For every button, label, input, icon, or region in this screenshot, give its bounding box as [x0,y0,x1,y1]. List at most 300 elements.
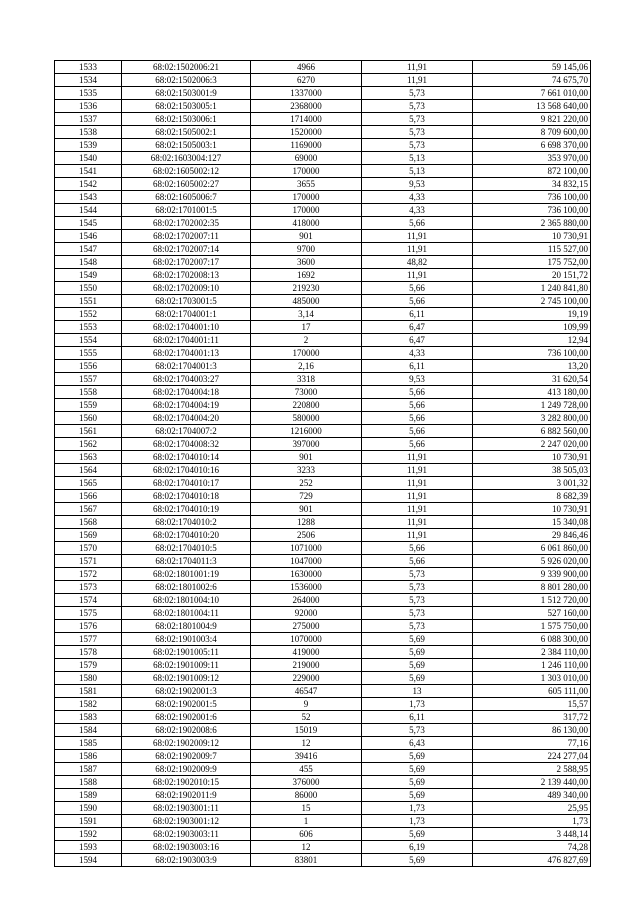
cadastral-value-cell: 6 088 300,00 [473,633,591,646]
rate-cell: 6,11 [362,308,473,321]
area-cell: 39416 [251,750,362,763]
rate-cell: 13 [362,685,473,698]
cadastral-value-cell: 8 801 280,00 [473,581,591,594]
area-cell: 12 [251,841,362,854]
cadastral-number-cell: 68:02:1704010:18 [122,490,251,503]
rate-cell: 5,66 [362,425,473,438]
row-number-cell: 1553 [55,321,122,334]
cadastral-value-cell: 6 882 560,00 [473,425,591,438]
table-row [55,100,591,113]
area-cell: 9 [251,698,362,711]
cadastral-number-cell: 68:02:1801001:19 [122,568,251,581]
row-number-cell: 1549 [55,269,122,282]
rate-cell: 5,69 [362,776,473,789]
area-cell: 901 [251,230,362,243]
table-row [55,217,591,230]
rate-cell: 1,73 [362,698,473,711]
row-number-cell: 1584 [55,724,122,737]
table-row [55,256,591,269]
table-row [55,425,591,438]
cadastral-number-cell: 68:02:1902001:3 [122,685,251,698]
cadastral-value-cell: 25,95 [473,802,591,815]
table-row [55,503,591,516]
rate-cell: 5,66 [362,217,473,230]
area-cell: 17 [251,321,362,334]
cadastral-number-cell: 68:02:1903003:9 [122,854,251,867]
cadastral-value-cell: 736 100,00 [473,191,591,204]
cadastral-value-cell: 5 926 020,00 [473,555,591,568]
cadastral-value-cell: 9 821 220,00 [473,113,591,126]
cadastral-number-cell: 68:02:1901005:11 [122,646,251,659]
area-cell: 1071000 [251,542,362,555]
row-number-cell: 1580 [55,672,122,685]
table-row [55,490,591,503]
table-row [55,87,591,100]
row-number-cell: 1567 [55,503,122,516]
row-number-cell: 1562 [55,438,122,451]
rate-cell: 6,47 [362,334,473,347]
table-row [55,594,591,607]
cadastral-number-cell: 68:02:1801004:9 [122,620,251,633]
area-cell: 229000 [251,672,362,685]
area-cell: 376000 [251,776,362,789]
area-cell: 2 [251,334,362,347]
area-cell: 264000 [251,594,362,607]
row-number-cell: 1576 [55,620,122,633]
cadastral-number-cell: 68:02:1801004:11 [122,607,251,620]
cadastral-number-cell: 68:02:1505002:1 [122,126,251,139]
cadastral-number-cell: 68:02:1702007:11 [122,230,251,243]
area-cell: 3600 [251,256,362,269]
area-cell: 170000 [251,347,362,360]
area-cell: 69000 [251,152,362,165]
cadastral-number-cell: 68:02:1901009:11 [122,659,251,672]
row-number-cell: 1541 [55,165,122,178]
area-cell: 15019 [251,724,362,737]
area-cell: 485000 [251,295,362,308]
table-row [55,152,591,165]
cadastral-value-cell: 489 340,00 [473,789,591,802]
area-cell: 219000 [251,659,362,672]
row-number-cell: 1589 [55,789,122,802]
row-number-cell: 1592 [55,828,122,841]
table-row [55,451,591,464]
rate-cell: 1,73 [362,802,473,815]
table-row [55,568,591,581]
cadastral-value-cell: 3 448,14 [473,828,591,841]
rate-cell: 11,91 [362,529,473,542]
cadastral-number-cell: 68:02:1903003:11 [122,828,251,841]
cadastral-number-cell: 68:02:1902001:6 [122,711,251,724]
row-number-cell: 1539 [55,139,122,152]
cadastral-value-cell: 10 730,91 [473,230,591,243]
table-row [55,74,591,87]
cadastral-number-cell: 68:02:1701001:5 [122,204,251,217]
table-row [55,464,591,477]
row-number-cell: 1578 [55,646,122,659]
cadastral-number-cell: 68:02:1605002:27 [122,178,251,191]
cadastral-number-cell: 68:02:1502006:21 [122,61,251,74]
table-body [55,61,591,867]
rate-cell: 11,91 [362,243,473,256]
cadastral-number-cell: 68:02:1902009:7 [122,750,251,763]
rate-cell: 11,91 [362,516,473,529]
cadastral-value-cell: 224 277,04 [473,750,591,763]
rate-cell: 5,69 [362,828,473,841]
row-number-cell: 1555 [55,347,122,360]
rate-cell: 11,91 [362,451,473,464]
rate-cell: 5,69 [362,750,473,763]
row-number-cell: 1560 [55,412,122,425]
cadastral-value-cell: 6 698 370,00 [473,139,591,152]
cadastral-value-cell: 13,20 [473,360,591,373]
area-cell: 3,14 [251,308,362,321]
rate-cell: 5,69 [362,659,473,672]
row-number-cell: 1593 [55,841,122,854]
area-cell: 170000 [251,204,362,217]
row-number-cell: 1544 [55,204,122,217]
row-number-cell: 1552 [55,308,122,321]
table-row [55,438,591,451]
cadastral-value-cell: 605 111,00 [473,685,591,698]
table-row [55,347,591,360]
row-number-cell: 1554 [55,334,122,347]
cadastral-value-cell: 3 001,32 [473,477,591,490]
cadastral-number-cell: 68:02:1704001:1 [122,308,251,321]
row-number-cell: 1594 [55,854,122,867]
cadastral-value-cell: 476 827,69 [473,854,591,867]
table-row [55,191,591,204]
cadastral-number-cell: 68:02:1704001:13 [122,347,251,360]
cadastral-number-cell: 68:02:1704004:20 [122,412,251,425]
cadastral-value-cell: 2 745 100,00 [473,295,591,308]
table-row [55,243,591,256]
row-number-cell: 1583 [55,711,122,724]
cadastral-number-cell: 68:02:1902009:12 [122,737,251,750]
cadastral-number-cell: 68:02:1605006:7 [122,191,251,204]
area-cell: 1536000 [251,581,362,594]
table-row [55,685,591,698]
table-row [55,659,591,672]
rate-cell: 5,69 [362,854,473,867]
area-cell: 15 [251,802,362,815]
row-number-cell: 1543 [55,191,122,204]
area-cell: 252 [251,477,362,490]
row-number-cell: 1542 [55,178,122,191]
cadastral-value-cell: 3 282 800,00 [473,412,591,425]
table-row [55,737,591,750]
row-number-cell: 1534 [55,74,122,87]
row-number-cell: 1579 [55,659,122,672]
row-number-cell: 1537 [55,113,122,126]
row-number-cell: 1545 [55,217,122,230]
table-row [55,113,591,126]
rate-cell: 5,69 [362,763,473,776]
rate-cell: 5,69 [362,646,473,659]
table-row [55,555,591,568]
area-cell: 73000 [251,386,362,399]
cadastral-number-cell: 68:02:1704001:10 [122,321,251,334]
cadastral-number-cell: 68:02:1502006:3 [122,74,251,87]
table-row [55,516,591,529]
row-number-cell: 1540 [55,152,122,165]
area-cell: 455 [251,763,362,776]
table-row [55,711,591,724]
cadastral-value-cell: 1 240 841,80 [473,282,591,295]
rate-cell: 5,13 [362,152,473,165]
cadastral-value-cell: 353 970,00 [473,152,591,165]
cadastral-value-cell: 77,16 [473,737,591,750]
cadastral-value-cell: 9 339 900,00 [473,568,591,581]
cadastral-value-cell: 1 512 720,00 [473,594,591,607]
cadastral-value-cell: 15 340,08 [473,516,591,529]
row-number-cell: 1591 [55,815,122,828]
table-row [55,815,591,828]
area-cell: 901 [251,451,362,464]
table-row [55,269,591,282]
area-cell: 2,16 [251,360,362,373]
table-row [55,828,591,841]
row-number-cell: 1582 [55,698,122,711]
cadastral-number-cell: 68:02:1902001:5 [122,698,251,711]
area-cell: 2368000 [251,100,362,113]
rate-cell: 5,69 [362,789,473,802]
cadastral-value-cell: 74 675,70 [473,74,591,87]
area-cell: 46547 [251,685,362,698]
rate-cell: 5,73 [362,100,473,113]
cadastral-value-cell: 115 527,00 [473,243,591,256]
rate-cell: 6,11 [362,711,473,724]
cadastral-number-cell: 68:02:1901009:12 [122,672,251,685]
row-number-cell: 1563 [55,451,122,464]
cadastral-number-cell: 68:02:1801004:10 [122,594,251,607]
rate-cell: 5,66 [362,438,473,451]
cadastral-number-cell: 68:02:1704010:19 [122,503,251,516]
row-number-cell: 1538 [55,126,122,139]
table-row [55,399,591,412]
area-cell: 219230 [251,282,362,295]
rate-cell: 6,11 [362,360,473,373]
rate-cell: 5,73 [362,113,473,126]
cadastral-value-cell: 7 661 010,00 [473,87,591,100]
table-row [55,139,591,152]
cadastral-value-cell: 1 575 750,00 [473,620,591,633]
area-cell: 580000 [251,412,362,425]
area-cell: 1216000 [251,425,362,438]
cadastral-value-cell: 872 100,00 [473,165,591,178]
rate-cell: 5,69 [362,633,473,646]
cadastral-number-cell: 68:02:1903001:11 [122,802,251,815]
rate-cell: 5,73 [362,620,473,633]
row-number-cell: 1577 [55,633,122,646]
cadastral-value-cell: 2 365 880,00 [473,217,591,230]
table-row [55,542,591,555]
cadastral-number-cell: 68:02:1702009:10 [122,282,251,295]
cadastral-number-cell: 68:02:1704003:27 [122,373,251,386]
table-row [55,854,591,867]
rate-cell: 5,73 [362,724,473,737]
area-cell: 901 [251,503,362,516]
cadastral-value-cell: 86 130,00 [473,724,591,737]
cadastral-value-cell: 10 730,91 [473,451,591,464]
row-number-cell: 1536 [55,100,122,113]
table-row [55,204,591,217]
cadastral-number-cell: 68:02:1702002:35 [122,217,251,230]
area-cell: 3318 [251,373,362,386]
row-number-cell: 1548 [55,256,122,269]
area-cell: 1692 [251,269,362,282]
cadastral-number-cell: 68:02:1704010:2 [122,516,251,529]
cadastral-value-cell: 1 303 010,00 [473,672,591,685]
table-row [55,698,591,711]
cadastral-value-cell: 38 505,03 [473,464,591,477]
cadastral-value-cell: 1,73 [473,815,591,828]
cadastral-number-cell: 68:02:1503006:1 [122,113,251,126]
rate-cell: 5,66 [362,295,473,308]
cadastral-number-cell: 68:02:1903001:12 [122,815,251,828]
cadastral-value-cell: 13 568 640,00 [473,100,591,113]
row-number-cell: 1551 [55,295,122,308]
cadastral-number-cell: 68:02:1901003:4 [122,633,251,646]
rate-cell: 4,33 [362,191,473,204]
area-cell: 1520000 [251,126,362,139]
area-cell: 1047000 [251,555,362,568]
cadastral-number-cell: 68:02:1903003:16 [122,841,251,854]
area-cell: 9700 [251,243,362,256]
rate-cell: 1,73 [362,815,473,828]
row-number-cell: 1556 [55,360,122,373]
rate-cell: 11,91 [362,477,473,490]
area-cell: 86000 [251,789,362,802]
area-cell: 220800 [251,399,362,412]
row-number-cell: 1572 [55,568,122,581]
area-cell: 4966 [251,61,362,74]
cadastral-number-cell: 68:02:1704004:19 [122,399,251,412]
table-row [55,763,591,776]
row-number-cell: 1533 [55,61,122,74]
cadastral-value-cell: 74,28 [473,841,591,854]
row-number-cell: 1568 [55,516,122,529]
row-number-cell: 1558 [55,386,122,399]
cadastral-number-cell: 68:02:1702007:17 [122,256,251,269]
cadastral-number-cell: 68:02:1801002:6 [122,581,251,594]
rate-cell: 6,43 [362,737,473,750]
row-number-cell: 1573 [55,581,122,594]
table-row [55,841,591,854]
cadastral-value-cell: 413 180,00 [473,386,591,399]
cadastral-value-cell: 1 249 728,00 [473,399,591,412]
table-row [55,750,591,763]
rate-cell: 11,91 [362,61,473,74]
cadastral-number-cell: 68:02:1704010:17 [122,477,251,490]
rate-cell: 5,66 [362,412,473,425]
rate-cell: 5,73 [362,139,473,152]
rate-cell: 5,73 [362,87,473,100]
area-cell: 92000 [251,607,362,620]
cadastral-value-cell: 736 100,00 [473,347,591,360]
row-number-cell: 1575 [55,607,122,620]
rate-cell: 11,91 [362,230,473,243]
area-cell: 729 [251,490,362,503]
area-cell: 3233 [251,464,362,477]
table-row [55,529,591,542]
area-cell: 170000 [251,191,362,204]
cadastral-number-cell: 68:02:1704007:2 [122,425,251,438]
row-number-cell: 1588 [55,776,122,789]
cadastral-value-cell: 29 846,46 [473,529,591,542]
table-row [55,672,591,685]
cadastral-number-cell: 68:02:1704010:5 [122,542,251,555]
area-cell: 1630000 [251,568,362,581]
row-number-cell: 1586 [55,750,122,763]
table-row [55,724,591,737]
row-number-cell: 1571 [55,555,122,568]
cadastral-number-cell: 68:02:1902010:15 [122,776,251,789]
table-row [55,360,591,373]
table-row [55,61,591,74]
rate-cell: 6,19 [362,841,473,854]
cadastral-value-cell: 2 139 440,00 [473,776,591,789]
row-number-cell: 1566 [55,490,122,503]
table-row [55,620,591,633]
rate-cell: 5,73 [362,607,473,620]
area-cell: 275000 [251,620,362,633]
table-row [55,477,591,490]
cadastral-value-cell: 175 752,00 [473,256,591,269]
cadastral-value-cell: 736 100,00 [473,204,591,217]
rate-cell: 4,33 [362,347,473,360]
row-number-cell: 1559 [55,399,122,412]
cadastral-value-cell: 31 620,54 [473,373,591,386]
cadastral-value-cell: 12,94 [473,334,591,347]
area-cell: 418000 [251,217,362,230]
cadastral-number-cell: 68:02:1902009:9 [122,763,251,776]
cadastral-number-cell: 68:02:1505003:1 [122,139,251,152]
area-cell: 606 [251,828,362,841]
cadastral-value-cell: 2 384 110,00 [473,646,591,659]
rate-cell: 5,66 [362,399,473,412]
cadastral-value-cell: 527 160,00 [473,607,591,620]
rate-cell: 9,53 [362,373,473,386]
row-number-cell: 1585 [55,737,122,750]
cadastral-number-cell: 68:02:1704010:16 [122,464,251,477]
row-number-cell: 1570 [55,542,122,555]
table-row [55,789,591,802]
area-cell: 1288 [251,516,362,529]
row-number-cell: 1557 [55,373,122,386]
area-cell: 1169000 [251,139,362,152]
rate-cell: 11,91 [362,269,473,282]
cadastral-value-cell: 2 588,95 [473,763,591,776]
table-row [55,776,591,789]
area-cell: 1714000 [251,113,362,126]
cadastral-number-cell: 68:02:1703001:5 [122,295,251,308]
row-number-cell: 1565 [55,477,122,490]
table-row [55,334,591,347]
cadastral-value-cell: 10 730,91 [473,503,591,516]
cadastral-value-cell: 19,19 [473,308,591,321]
cadastral-value-cell: 15,57 [473,698,591,711]
row-number-cell: 1587 [55,763,122,776]
rate-cell: 11,91 [362,490,473,503]
table-row [55,607,591,620]
cadastral-value-cell: 8 682,39 [473,490,591,503]
table-row [55,178,591,191]
area-cell: 397000 [251,438,362,451]
area-cell: 52 [251,711,362,724]
row-number-cell: 1564 [55,464,122,477]
table-row [55,386,591,399]
